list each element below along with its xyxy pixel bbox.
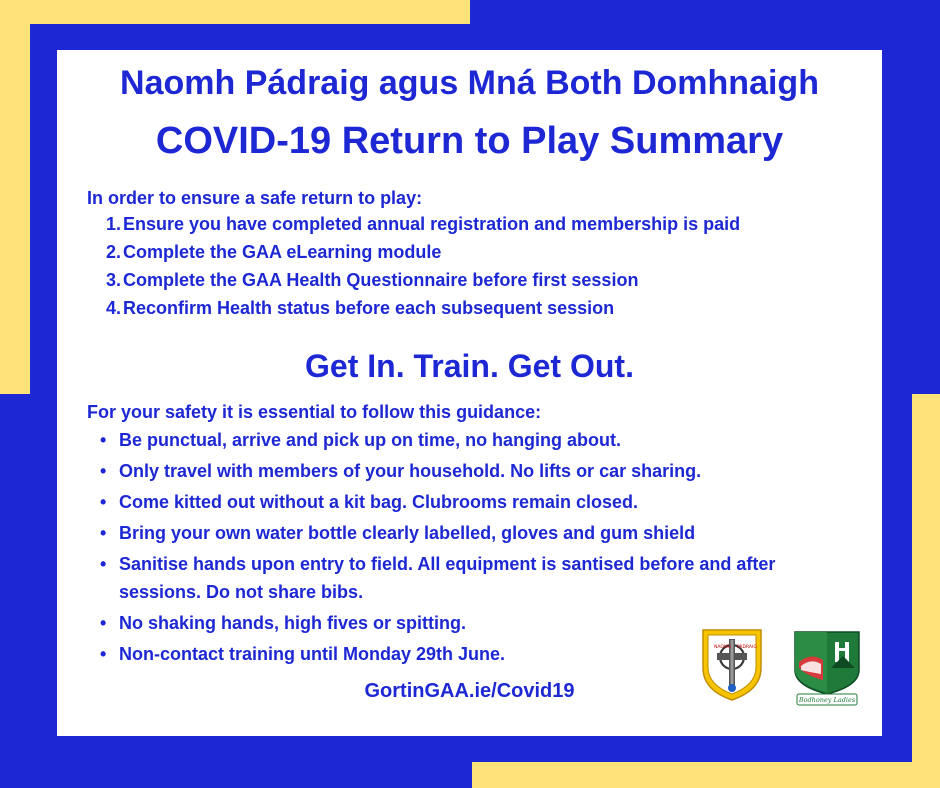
- bullet-icon: •: [100, 523, 107, 543]
- steps-list: [87, 210, 740, 322]
- summary-panel: [57, 50, 882, 736]
- guidance-text: Come kitted out without a kit bag. Clubrooms remain closed.: [119, 492, 639, 512]
- yellow-corner-bottom-right: [472, 762, 940, 788]
- step-item: [87, 294, 740, 322]
- step-text: Ensure you have completed annual registration and membership is paid: [123, 214, 741, 234]
- step-number: 4.: [105, 298, 121, 318]
- guidance-text: Only travel with members of your household. No lifts or car sharing.: [119, 461, 702, 481]
- bullet-icon: •: [100, 430, 107, 450]
- shield-crest-icon: [791, 628, 863, 708]
- guidance-text: No shaking hands, high fives or spitting.: [119, 613, 467, 633]
- step-number: 2.: [105, 242, 121, 262]
- guidance-item: [87, 550, 857, 606]
- step-item: [87, 266, 740, 294]
- guidance-item: [87, 426, 857, 454]
- step-text: Reconfirm Health status before each subsequent session: [123, 298, 615, 318]
- steps-intro: In order to ensure a safe return to play:: [87, 188, 423, 208]
- guidance-item: [87, 488, 857, 516]
- guidance-item: [87, 457, 857, 485]
- bullet-icon: •: [100, 613, 107, 633]
- slogan: Get In. Train. Get Out.: [305, 348, 634, 384]
- step-item: [87, 210, 740, 238]
- guidance-item: [87, 519, 857, 547]
- club-title: Naomh Pádraig agus Mná Both Domhnaigh: [120, 64, 819, 102]
- yellow-strip-left: [0, 0, 30, 394]
- guidance-text: Non-contact training until Monday 29th June.: [119, 644, 506, 664]
- guidance-text: Be punctual, arrive and pick up on time, no hanging about.: [119, 430, 622, 450]
- guidance-text: Bring your own water bottle clearly labelled, gloves and gum shield: [119, 523, 696, 543]
- page-title: COVID-19 Return to Play Summary: [155, 120, 784, 162]
- step-text: Complete the GAA eLearning module: [123, 242, 442, 262]
- celtic-cross-crest-icon: [697, 624, 767, 702]
- bullet-icon: •: [100, 554, 107, 574]
- crest-lettering: NAOMH: [714, 645, 732, 650]
- website-link[interactable]: GortinGAA.ie/Covid19: [364, 680, 575, 702]
- crest-lettering: PÁDRAIG: [737, 645, 757, 650]
- bullet-icon: •: [100, 461, 107, 481]
- step-number: 1.: [105, 214, 121, 234]
- crest-lettering: Bodhoney Ladies: [798, 696, 856, 704]
- bullet-icon: •: [100, 492, 107, 512]
- bullet-icon: •: [100, 644, 107, 664]
- step-number: 3.: [105, 270, 121, 290]
- guidance-intro: For your safety it is essential to follow this guidance:: [87, 402, 542, 422]
- guidance-text: Sanitise hands upon entry to field. All equipment is santised before and after sessions. Do not share bibs.: [119, 554, 776, 602]
- yellow-corner-top-left: [0, 0, 470, 24]
- step-item: [87, 238, 740, 266]
- step-text: Complete the GAA Health Questionnaire before first session: [123, 270, 639, 290]
- yellow-strip-right: [912, 394, 940, 788]
